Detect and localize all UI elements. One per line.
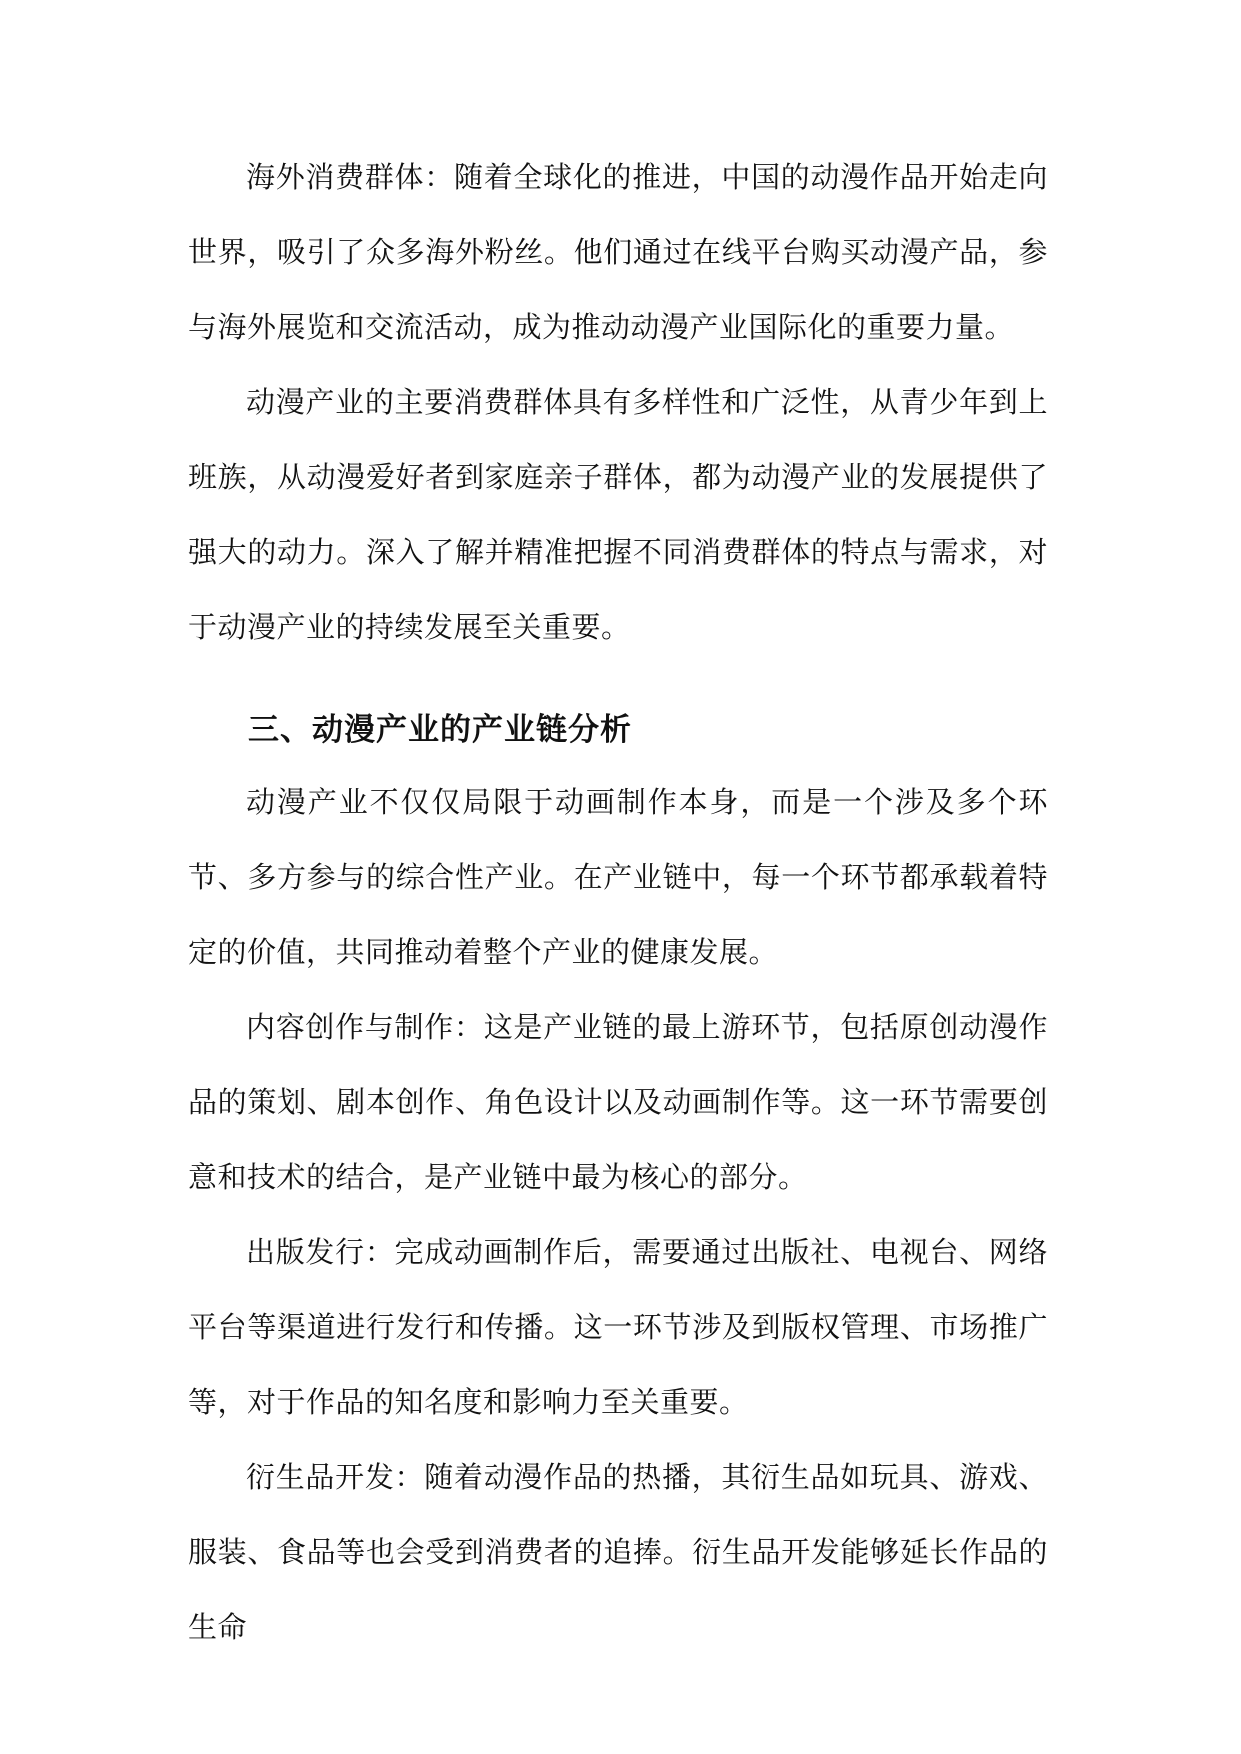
paragraph-content-creation: 内容创作与制作：这是产业链的最上游环节，包括原创动漫作品的策划、剧本创作、角色设计以及动画制作等。这一环节需要创意和技术的结合，是产业链中最为核心的部分。 xyxy=(188,1010,1048,1194)
paragraph-industry-chain-intro: 动漫产业不仅仅局限于动画制作本身，而是一个涉及多个环节、多方参与的综合性产业。在产业链中，每一个环节都承载着特定的价值，共同推动着整个产业的健康发展。 xyxy=(188,785,1048,969)
paragraph-derivatives: 衍生品开发：随着动漫作品的热播，其衍生品如玩具、游戏、服装、食品等也会受到消费者的追捧。衍生品开发能够延长作品的生命 xyxy=(188,1460,1048,1644)
paragraph-overseas-consumers: 海外消费群体：随着全球化的推进，中国的动漫作品开始走向世界，吸引了众多海外粉丝。他们通过在线平台购买动漫产品，参与海外展览和交流活动，成为推动动漫产业国际化的重要力量。 xyxy=(188,160,1048,344)
section-heading: 三、动漫产业的产业链分析 xyxy=(248,712,632,748)
paragraph-consumer-summary: 动漫产业的主要消费群体具有多样性和广泛性，从青少年到上班族，从动漫爱好者到家庭亲子群体，都为动漫产业的发展提供了强大的动力。深入了解并精准把握不同消费群体的特点与需求，对于动漫产业的持续发展至关重要。 xyxy=(188,385,1048,644)
paragraph-publishing: 出版发行：完成动画制作后，需要通过出版社、电视台、网络平台等渠道进行发行和传播。这一环节涉及到版权管理、市场推广等，对于作品的知名度和影响力至关重要。 xyxy=(188,1235,1048,1419)
